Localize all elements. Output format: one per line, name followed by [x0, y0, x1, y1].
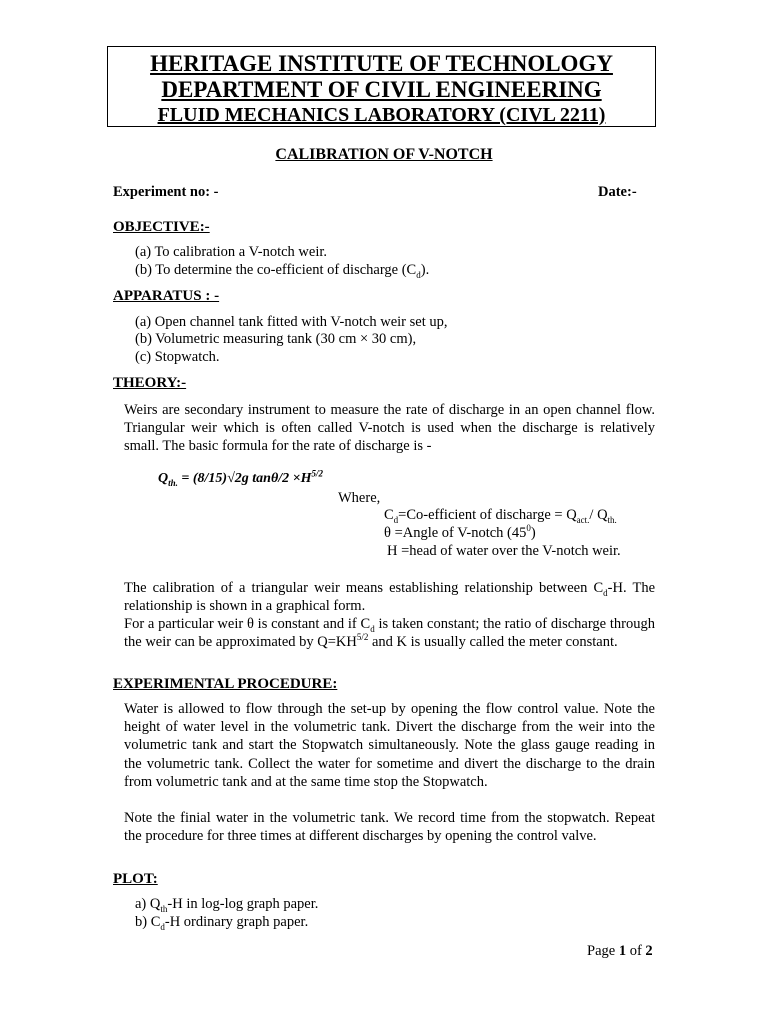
objective-heading: OBJECTIVE:-	[113, 219, 210, 235]
apparatus-heading: APPARATUS : -	[113, 288, 220, 304]
procedure-heading: EXPERIMENTAL PROCEDURE:	[113, 676, 338, 692]
institute-name: HERITAGE INSTITUTE OF TECHNOLOGY	[150, 51, 613, 76]
apparatus-item-b: (b) Volumetric measuring tank (30 cm × 30 cm),	[135, 331, 417, 347]
procedure-paragraph-2: Note the finial water in the volumetric tank. We record time from the stopwatch. Repeat the procedure for three times at different discharges by opening the control valve.	[124, 810, 655, 845]
procedure-paragraph-1: Water is allowed to flow through the set-up by opening the flow control value. Note the height of water level in the volumetric tank. Divert the discharge from the weir into the volumetric tank and start the Stopwatch simultaneously. Note the glass gauge reading in the volumetric tank. Collect the water for sometime and divert the discharge to the drain from volumetric tank and at the same time stop the Stopwatch.	[124, 701, 655, 790]
objective-item-b: (b) To determine the co-efficient of discharge $(C_d)$.	[135, 262, 430, 280]
definition-theta: θ =Angle of V-notch $(45^0)$	[384, 523, 536, 541]
definition-h: H =head of water over the V-notch weir.	[387, 543, 621, 559]
experiment-number-label: Experiment no: -	[113, 184, 219, 200]
department-name: DEPARTMENT OF CIVIL ENGINEERING	[161, 77, 602, 102]
plot-item-a: a) $Q_{th}-H$ in log-log graph paper.	[135, 896, 319, 914]
theory-heading: THEORY:-	[113, 375, 187, 391]
where-label: Where,	[338, 490, 381, 506]
discharge-formula: $Q_{th.} = (8/15)√2g$ $\tan\theta/2 \times H^{5/2}$	[158, 468, 323, 488]
plot-item-b: b) $C_d-H$ ordinary graph paper.	[135, 914, 309, 932]
apparatus-item-a: (a) Open channel tank fitted with V-notch weir set up,	[135, 314, 448, 330]
apparatus-item-c: (c) Stopwatch.	[135, 349, 220, 365]
page-title: CALIBRATION OF V-NOTCH	[275, 146, 493, 163]
objective-item-a: (a) To calibration a V-notch weir.	[135, 244, 327, 260]
date-label: Date:-	[598, 184, 637, 200]
header-box	[107, 46, 656, 127]
theory-paragraph-2: The calibration of a triangular weir means establishing relationship between $C_d-H$. The relationship is shown in a graphical form.	[124, 580, 656, 615]
lab-name: FLUID MECHANICS LABORATORY (CIVL 2211)	[157, 104, 606, 126]
plot-heading: PLOT:	[113, 871, 158, 887]
theory-paragraph-1: Weirs are secondary instrument to measure the rate of discharge in an open channel flow. Triangular weir which is often called V-notch is used when the discharge is relatively small. The basic formula for the rate of discharge is -	[124, 402, 655, 455]
definition-cd: $C_d=Co$-efficient of discharge = $Q_{act.}/$ $Q_{th.}$	[384, 507, 617, 525]
page-number: Page 1 of 2	[587, 943, 653, 959]
theory-paragraph-3: For a particular weir θ is constant and if $C_d$ is taken constant; the ratio of discharge through the weir can be approximated by $Q=KH^{5/2}$ and K is usually called the meter constant.	[124, 616, 655, 651]
